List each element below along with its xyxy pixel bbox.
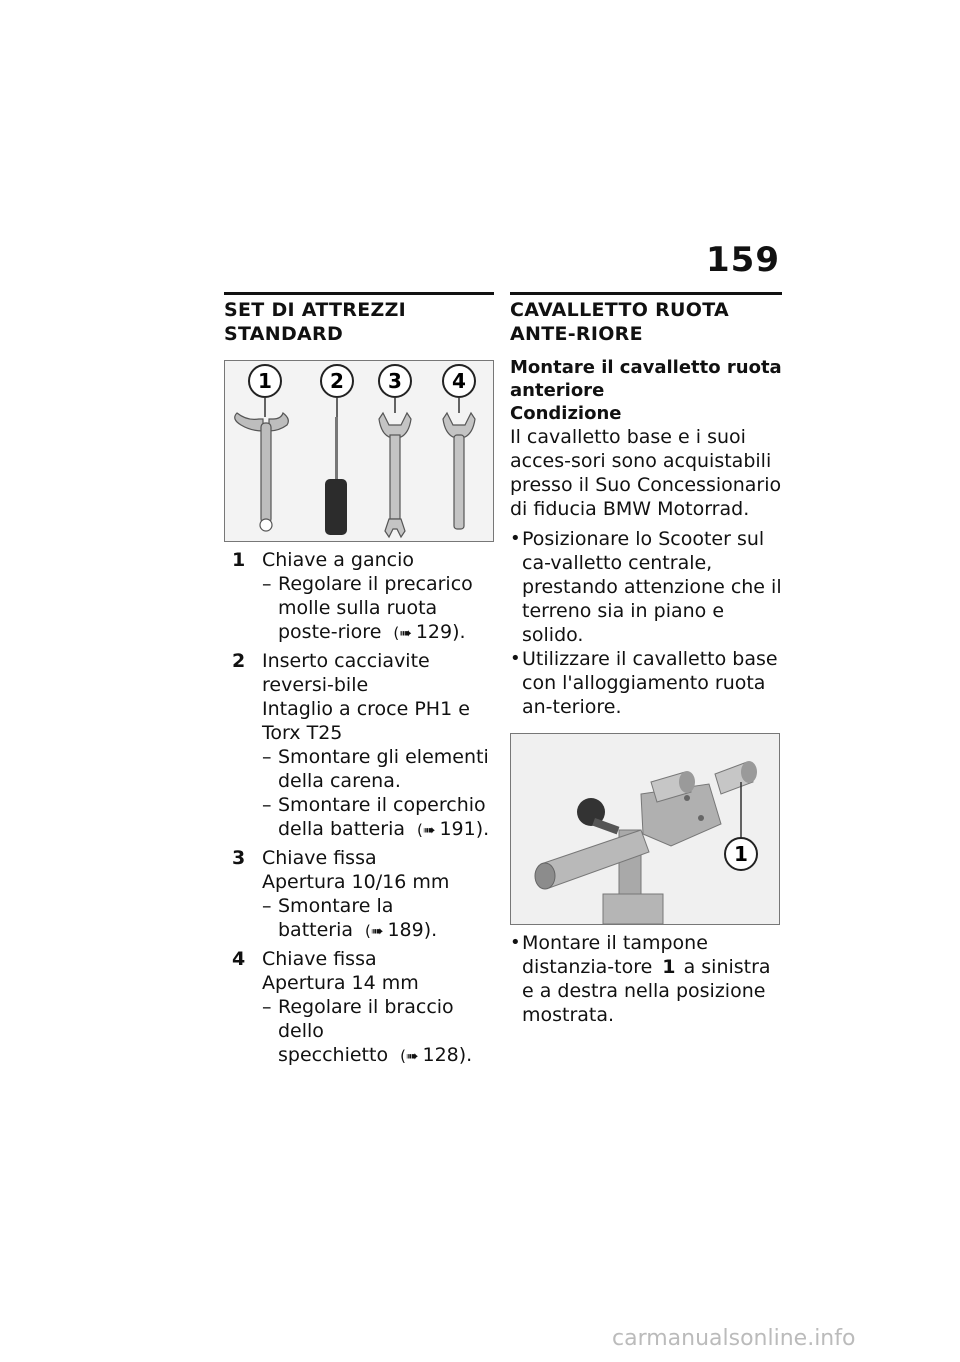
front-stand-figure — [510, 733, 780, 925]
legend-number: 1 — [232, 549, 246, 571]
legend-number: 2 — [232, 650, 246, 672]
legend-text: Chiave fissa — [262, 847, 377, 869]
page-ref-arrow-icon: (➠ — [393, 624, 412, 642]
page-ref-arrow-icon: (➠ — [365, 922, 384, 940]
procedure-title: Montare il cavalletto ruota anteriore — [510, 357, 782, 401]
callout-2: 2 — [330, 369, 344, 393]
callout-1: 1 — [734, 842, 748, 866]
condition-text: Il cavalletto base e i suoi acces-sori sono acquistabili presso il Suo Concessionario di fiducia BMW Motorrad. — [510, 426, 782, 520]
legend-item-3: 3 Chiave fissa Apertura 10/16 mm – Smontare la batteria (➠ 189). — [224, 846, 494, 943]
step-item — [510, 647, 782, 719]
legend-text: Apertura 14 mm — [262, 972, 419, 994]
legend-text: Apertura 10/16 mm — [262, 871, 450, 893]
step-text: a sinistra e a destra nella posizione mostrata. — [522, 956, 771, 1026]
open-wrench-10-16 — [379, 413, 411, 537]
legend-text: Intaglio a croce PH1 e Torx T25 — [262, 698, 470, 744]
page-ref[interactable]: 189). — [387, 919, 438, 941]
callout-1: 1 — [258, 369, 272, 393]
tools-illustration — [225, 361, 493, 541]
page-ref[interactable]: 129). — [415, 621, 466, 643]
bullet-icon: • — [510, 648, 521, 669]
action-text: Smontare gli elementi della carena. — [278, 746, 489, 792]
legend-item-2: 2 Inserto cacciavite reversi-bile Intaglio a croce PH1 e Torx T25 – Smontare gli elementi della carena. – Smontare il coperchio della batteria (➠ 191). — [224, 649, 494, 842]
legend-text: Chiave fissa — [262, 948, 377, 970]
page-number: 159 — [706, 240, 780, 280]
bullet-icon: • — [510, 932, 521, 953]
legend-item-4: 4 Chiave fissa Apertura 14 mm – Regolare il braccio dello specchietto (➠ 128). — [224, 947, 494, 1068]
legend-number: 4 — [232, 948, 246, 970]
step-text: Posizionare lo Scooter sul ca-valletto centrale, prestando attenzione che il terreno sia in piano e solido. — [522, 528, 782, 646]
open-wrench-14 — [443, 413, 475, 529]
legend-item-1: 1 Chiave a gancio – Regolare il precarico molle sulla ruota poste-riore (➠ 129). — [224, 548, 494, 645]
action-text: Smontare il coperchio della batteria — [278, 794, 486, 840]
left-column — [224, 298, 494, 1068]
front-stand-illustration — [511, 734, 779, 924]
page-ref-arrow-icon: (➠ — [400, 1047, 419, 1065]
callout-4: 4 — [452, 369, 466, 393]
section-title-tools: SET DI ATTREZZI STANDARD — [224, 299, 407, 345]
condition-label: Condizione — [510, 403, 622, 424]
action-text: Regolare il braccio dello specchietto — [278, 996, 454, 1066]
procedure-steps — [510, 527, 782, 719]
left-column-rule — [224, 292, 494, 295]
legend-text: Inserto cacciavite reversi-bile — [262, 650, 430, 696]
right-column-rule — [510, 292, 782, 295]
section-title-front-stand: CAVALLETTO RUOTA ANTE-RIORE — [510, 299, 729, 345]
watermark: carmanualsonline.info — [612, 1326, 856, 1351]
step-item — [510, 527, 782, 647]
action-text: Smontare la batteria — [278, 895, 394, 941]
action-text: Regolare il precarico molle sulla ruota poste-riore — [278, 573, 473, 643]
page-ref-arrow-icon: (➠ — [417, 821, 436, 839]
callout-3: 3 — [388, 369, 402, 393]
tools-legend — [224, 548, 494, 1068]
step-text: Montare il tampone distanzia-tore — [522, 932, 708, 978]
legend-text: Chiave a gancio — [262, 549, 414, 571]
step-item — [510, 931, 782, 1027]
step-text: Utilizzare il cavalletto base con l'alloggiamento ruota an-teriore. — [522, 648, 778, 718]
tools-figure — [224, 360, 494, 542]
bullet-icon: • — [510, 528, 521, 549]
screwdriver — [325, 417, 347, 535]
right-column — [510, 298, 782, 1027]
reference-number: 1 — [662, 956, 676, 978]
page-ref[interactable]: 128). — [422, 1044, 473, 1066]
page-ref[interactable]: 191). — [439, 818, 490, 840]
hook-wrench — [235, 413, 289, 531]
legend-number: 3 — [232, 847, 246, 869]
